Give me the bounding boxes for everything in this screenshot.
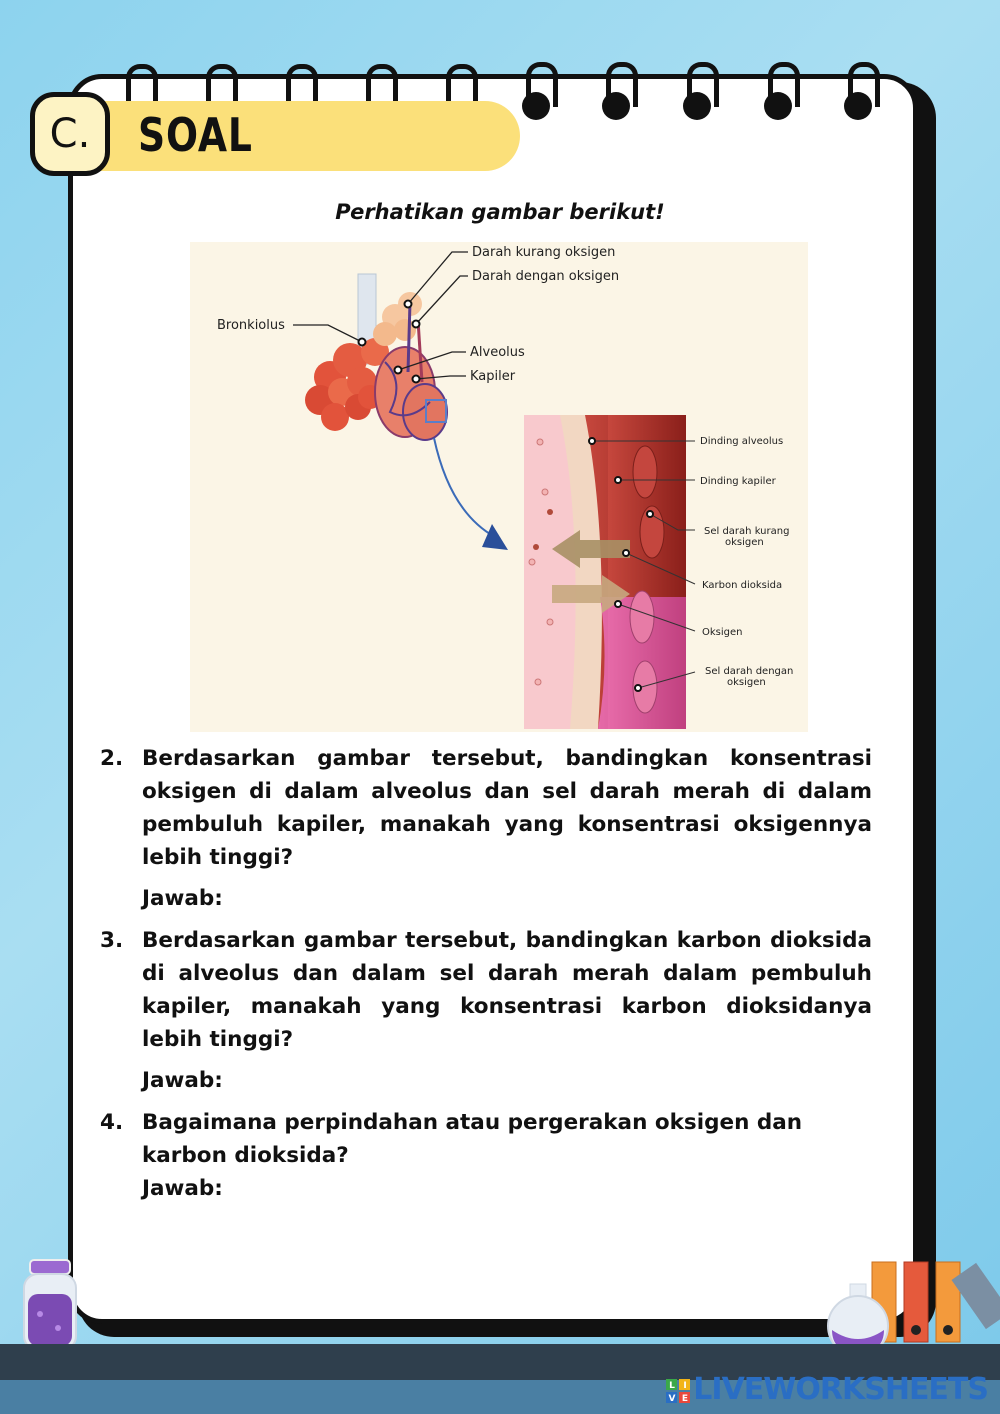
question-item — [100, 924, 872, 1097]
label-dinding-kapiler: Dinding kapiler — [700, 476, 776, 487]
potion-jar-icon — [20, 1258, 82, 1354]
logo-letter: L — [669, 1380, 675, 1391]
question-text: Bagaimana perpindahan atau pergerakan oksigen dan karbon dioksida? — [142, 1110, 803, 1168]
label-sel-kurang-2: oksigen — [725, 537, 764, 548]
label-darah-dengan: Darah dengan oksigen — [472, 269, 620, 284]
zoom-arrow — [434, 438, 495, 537]
label-kapiler: Kapiler — [470, 369, 516, 384]
question-number: 4. — [100, 1110, 124, 1135]
spiral-ring — [842, 62, 876, 118]
logo-letter: E — [682, 1393, 688, 1403]
section-title: SOAL — [138, 108, 253, 162]
lab-equipment-icon — [826, 1256, 1000, 1356]
label-oksigen: Oksigen — [702, 627, 743, 638]
liveworksheets-logo — [666, 1372, 988, 1407]
section-letter: C. — [49, 111, 91, 157]
zoom-arrow-head — [482, 524, 508, 550]
label-darah-kurang: Darah kurang oksigen — [472, 245, 616, 260]
spiral-ring — [681, 62, 715, 118]
question-number: 2. — [100, 746, 124, 771]
section-header-bar — [60, 101, 520, 171]
spiral-ring — [762, 62, 796, 118]
logo-text: LIVEWORKSHEETS — [693, 1372, 988, 1407]
label-alveolus: Alveolus — [470, 345, 525, 360]
label-bronkiolus: Bronkiolus — [217, 318, 285, 333]
spiral-ring — [520, 62, 554, 118]
spiral-ring — [600, 62, 634, 118]
zoomed-cross-section — [524, 415, 686, 729]
question-item — [100, 1106, 872, 1205]
label-sel-dengan-1: Sel darah dengan — [705, 666, 794, 677]
instruction-text: Perhatikan gambar berikut! — [335, 200, 665, 224]
respiration-diagram — [190, 242, 808, 732]
question-item — [100, 742, 872, 915]
question-number: 3. — [100, 928, 124, 953]
answer-label[interactable]: Jawab: — [142, 886, 223, 911]
logo-letter: V — [668, 1393, 675, 1403]
label-karbon-dioksida: Karbon dioksida — [702, 580, 783, 591]
question-list — [100, 742, 872, 1205]
section-letter-badge — [30, 92, 110, 176]
label-dinding-alveolus: Dinding alveolus — [700, 436, 784, 447]
label-sel-dengan-2: oksigen — [727, 677, 766, 688]
question-text: Berdasarkan gambar tersebut, bandingkan karbon dioksida di alveolus dan dalam sel darah merah dalam pembuluh kapiler, manakah yang konsentrasi karbon dioksidanya lebih tinggi? — [142, 928, 872, 1052]
liveworksheets-logo-icon — [666, 1379, 690, 1403]
question-text: Berdasarkan gambar tersebut, bandingkan konsentrasi oksigen di dalam alveolus dan sel darah merah di dalam pembuluh kapiler, manakah yang konsentrasi oksigennya lebih tinggi? — [142, 746, 872, 870]
label-sel-kurang-1: Sel darah kurang — [704, 526, 790, 537]
alveolus-diagram-svg — [190, 242, 808, 732]
answer-label[interactable]: Jawab: — [142, 1176, 223, 1201]
answer-label[interactable]: Jawab: — [142, 1068, 223, 1093]
logo-letter: I — [683, 1380, 686, 1391]
